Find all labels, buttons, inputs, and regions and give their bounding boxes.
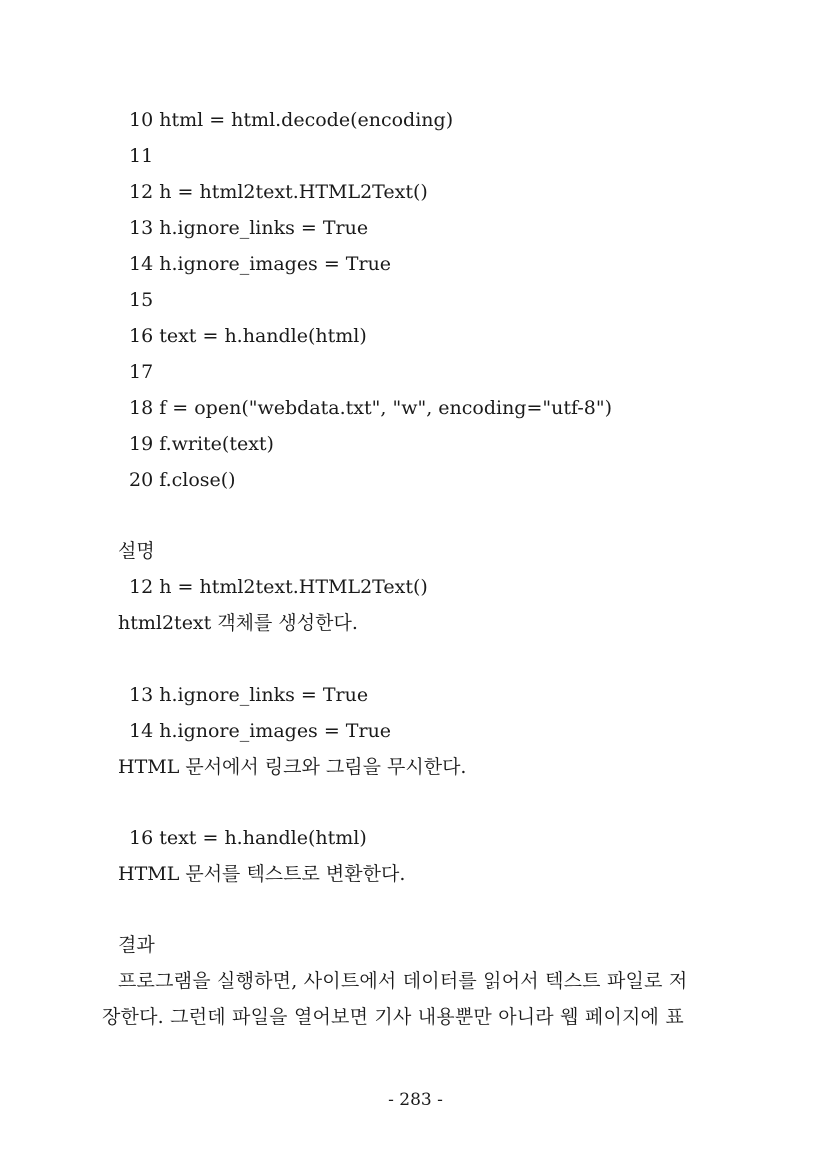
page-number: - 283 - [388,1090,443,1110]
explanation-code-13: 13 h.ignore_links = True [129,684,369,706]
result-paragraph-line-2: 장한다. 그런데 파일을 열어보면 기사 내용뿐만 아니라 웹 페이지에 표 [102,1006,684,1028]
code-line-14: 14 h.ignore_images = True [129,253,392,275]
code-line-17: 17 [129,361,154,383]
code-line-18: 18 f = open("webdata.txt", "w", encoding="utf-8") [129,397,613,419]
explanation-code-14: 14 h.ignore_images = True [129,720,392,742]
code-line-12: 12 h = html2text.HTML2Text() [129,181,428,203]
code-line-13: 13 h.ignore_links = True [129,217,369,239]
code-line-11: 11 [129,145,154,167]
explanation-text-1: html2text 객체를 생성한다. [118,612,358,634]
code-line-19: 19 f.write(text) [129,433,274,455]
code-line-20: 20 f.close() [129,469,236,491]
code-line-10: 10 html = html.decode(encoding) [129,109,454,131]
explanation-heading: 설명 [118,540,155,562]
explanation-text-2: HTML 문서에서 링크와 그림을 무시한다. [118,756,467,778]
explanation-text-3: HTML 문서를 텍스트로 변환한다. [118,863,406,885]
explanation-code-12: 12 h = html2text.HTML2Text() [129,576,428,598]
code-line-15: 15 [129,289,154,311]
result-paragraph-line-1: 프로그램을 실행하면, 사이트에서 데이터를 읽어서 텍스트 파일로 저 [118,970,688,992]
result-heading: 결과 [118,934,155,956]
explanation-code-16: 16 text = h.handle(html) [129,827,367,849]
code-line-16: 16 text = h.handle(html) [129,325,367,347]
